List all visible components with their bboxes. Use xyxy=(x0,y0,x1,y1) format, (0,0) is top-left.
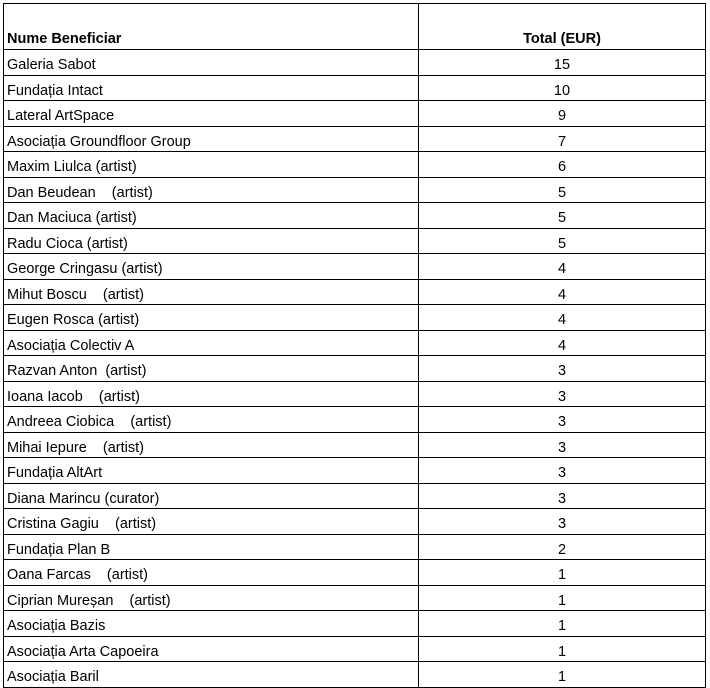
total-eur-cell: 3 xyxy=(419,483,706,509)
beneficiary-name-cell: George Cringasu (artist) xyxy=(4,254,419,280)
total-eur-cell: 5 xyxy=(419,177,706,203)
table-row xyxy=(4,662,706,688)
total-eur-cell: 9 xyxy=(419,101,706,127)
table-row xyxy=(4,101,706,127)
table-row xyxy=(4,330,706,356)
table-row xyxy=(4,177,706,203)
beneficiary-name-cell: Ioana Iacob (artist) xyxy=(4,381,419,407)
total-eur-cell: 3 xyxy=(419,407,706,433)
header-name: Nume Beneficiar xyxy=(4,4,419,50)
table-row xyxy=(4,228,706,254)
table-row xyxy=(4,509,706,535)
beneficiary-name-cell: Ciprian Mureșan (artist) xyxy=(4,585,419,611)
beneficiary-name-cell: Asociația Arta Capoeira xyxy=(4,636,419,662)
total-eur-cell: 1 xyxy=(419,662,706,688)
table-row xyxy=(4,305,706,331)
total-eur-cell: 15 xyxy=(419,50,706,76)
total-eur-cell: 1 xyxy=(419,560,706,586)
table-row xyxy=(4,458,706,484)
table-body xyxy=(4,50,706,688)
beneficiary-name-cell: Andreea Ciobica (artist) xyxy=(4,407,419,433)
table-row xyxy=(4,381,706,407)
total-eur-cell: 5 xyxy=(419,203,706,229)
table-row xyxy=(4,126,706,152)
total-eur-cell: 2 xyxy=(419,534,706,560)
total-eur-cell: 3 xyxy=(419,509,706,535)
table-row xyxy=(4,254,706,280)
total-eur-cell: 4 xyxy=(419,254,706,280)
beneficiary-name-cell: Fundația Intact xyxy=(4,75,419,101)
beneficiary-name-cell: Galeria Sabot xyxy=(4,50,419,76)
beneficiary-name-cell: Eugen Rosca (artist) xyxy=(4,305,419,331)
total-eur-cell: 1 xyxy=(419,585,706,611)
table-row xyxy=(4,585,706,611)
total-eur-cell: 1 xyxy=(419,611,706,637)
total-eur-cell: 7 xyxy=(419,126,706,152)
beneficiary-name-cell: Maxim Liulca (artist) xyxy=(4,152,419,178)
table-row xyxy=(4,611,706,637)
total-eur-cell: 4 xyxy=(419,305,706,331)
total-eur-cell: 3 xyxy=(419,381,706,407)
total-eur-cell: 3 xyxy=(419,356,706,382)
total-eur-cell: 4 xyxy=(419,279,706,305)
total-eur-cell: 10 xyxy=(419,75,706,101)
beneficiary-name-cell: Fundația Plan B xyxy=(4,534,419,560)
table-row xyxy=(4,432,706,458)
beneficiary-name-cell: Radu Cioca (artist) xyxy=(4,228,419,254)
beneficiary-name-cell: Dan Beudean (artist) xyxy=(4,177,419,203)
table-row xyxy=(4,50,706,76)
beneficiary-name-cell: Asociația Baril xyxy=(4,662,419,688)
beneficiary-name-cell: Lateral ArtSpace xyxy=(4,101,419,127)
beneficiary-table xyxy=(3,3,706,688)
beneficiary-name-cell: Mihai Iepure (artist) xyxy=(4,432,419,458)
beneficiary-name-cell: Razvan Anton (artist) xyxy=(4,356,419,382)
beneficiary-table-sheet xyxy=(3,3,705,688)
table-row xyxy=(4,636,706,662)
beneficiary-name-cell: Asociația Groundfloor Group xyxy=(4,126,419,152)
table-row xyxy=(4,203,706,229)
table-row xyxy=(4,560,706,586)
table-row xyxy=(4,534,706,560)
table-row xyxy=(4,152,706,178)
table-row xyxy=(4,279,706,305)
table-header-row xyxy=(4,4,706,50)
table-row xyxy=(4,356,706,382)
total-eur-cell: 1 xyxy=(419,636,706,662)
beneficiary-name-cell: Asociația Bazis xyxy=(4,611,419,637)
total-eur-cell: 3 xyxy=(419,458,706,484)
beneficiary-name-cell: Oana Farcas (artist) xyxy=(4,560,419,586)
beneficiary-name-cell: Mihut Boscu (artist) xyxy=(4,279,419,305)
total-eur-cell: 5 xyxy=(419,228,706,254)
header-total: Total (EUR) xyxy=(419,4,706,50)
beneficiary-name-cell: Asociația Colectiv A xyxy=(4,330,419,356)
table-row xyxy=(4,75,706,101)
total-eur-cell: 6 xyxy=(419,152,706,178)
total-eur-cell: 4 xyxy=(419,330,706,356)
total-eur-cell: 3 xyxy=(419,432,706,458)
beneficiary-name-cell: Fundația AltArt xyxy=(4,458,419,484)
table-row xyxy=(4,407,706,433)
table-row xyxy=(4,483,706,509)
beneficiary-name-cell: Cristina Gagiu (artist) xyxy=(4,509,419,535)
beneficiary-name-cell: Diana Marincu (curator) xyxy=(4,483,419,509)
beneficiary-name-cell: Dan Maciuca (artist) xyxy=(4,203,419,229)
